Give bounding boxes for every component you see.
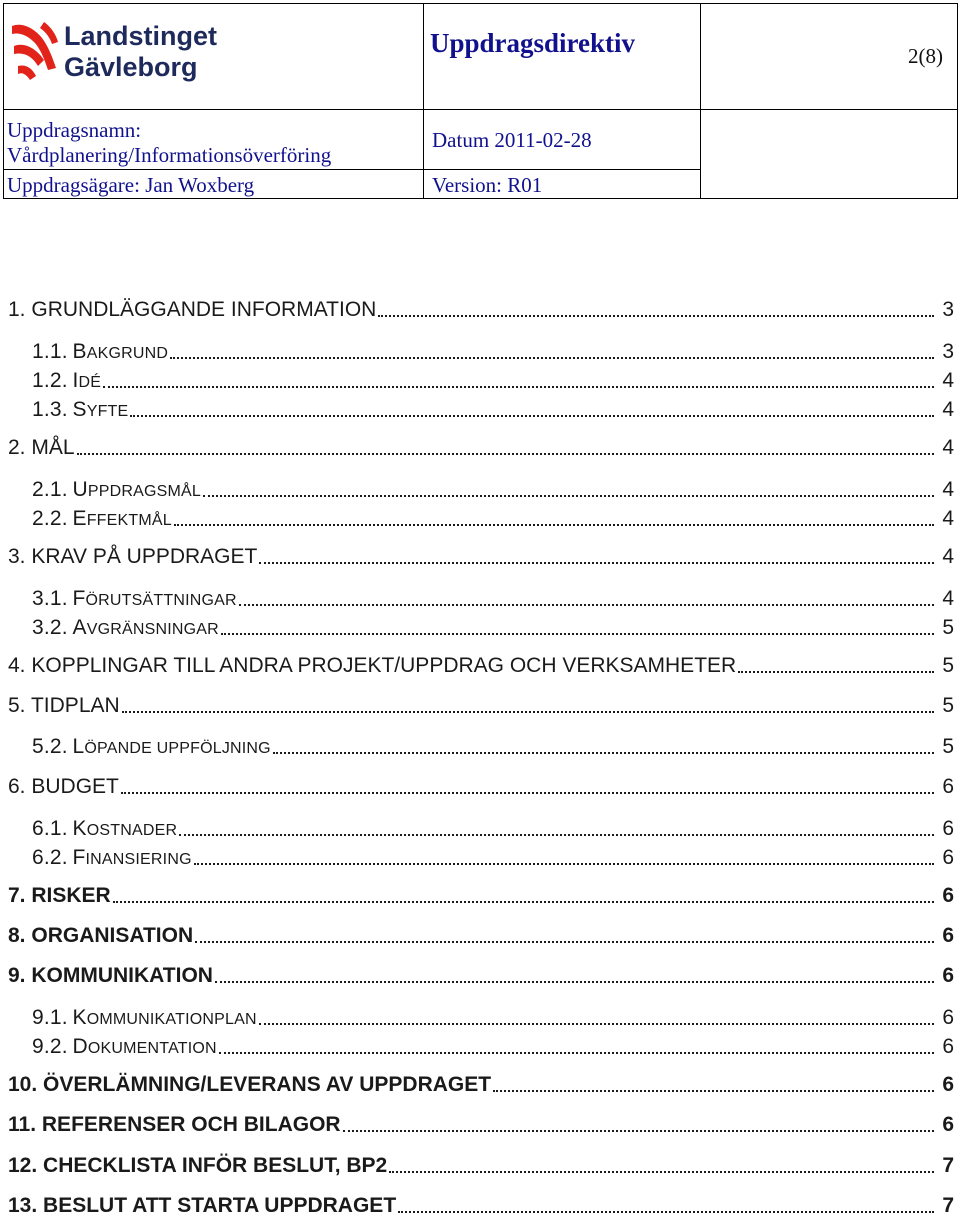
toc-dot-leader [215,955,934,983]
toc-entry-initial: S [72,398,87,421]
toc-entry-initial: D [72,1035,88,1058]
toc-entry-label: OMMUNIKATIONPLAN [86,1011,257,1028]
toc-entry-label: BESLUT ATT STARTA UPPDRAGET [43,1194,397,1217]
toc-entry[interactable] [0,652,960,680]
toc-entry-label: CHECKLISTA INFÖR BESLUT, BP2 [43,1154,388,1177]
toc-entry-page: 6 [942,775,954,798]
toc-entry-page: 5 [942,616,954,639]
toc-entry-number: 10. [8,1073,38,1096]
toc-entry-initial: F [72,846,86,869]
toc-entry-title [8,1111,341,1139]
toc-entry-initial: I [72,369,79,392]
toc-entry-initial: E [72,507,87,530]
toc-entry[interactable] [0,733,960,761]
toc-dot-leader [195,915,934,943]
toc-entry-title [8,1071,491,1099]
toc-entry-number: 5. [8,694,26,717]
toc-entry-number: 4. [8,654,26,677]
toc-entry-label: MÅL [31,436,75,459]
assignment-name-label: Uppdragsnamn: [7,118,142,142]
toc-entry-number: 1.1. [32,340,68,363]
toc-dot-leader [170,331,934,359]
toc-entry-page: 4 [942,478,954,501]
toc-entry[interactable] [0,505,960,533]
toc-dot-leader [343,1104,934,1132]
toc-entry-label: OSTNADER [86,822,178,839]
toc-entry-number: 1.2. [32,369,68,392]
toc-entry-number: 2. [8,436,26,459]
toc-entry-page: 3 [942,298,954,321]
toc-entry-number: 1.3. [32,398,68,421]
toc-entry-page: 7 [942,1154,954,1177]
toc-entry-page: 4 [942,545,954,568]
toc-entry[interactable] [0,543,960,571]
toc-entry-number: 6. [8,775,26,798]
toc-entry-initial: B [72,340,87,363]
toc-dot-leader [174,498,934,526]
toc-entry-label: REFERENSER OCH BILAGOR [41,1113,341,1136]
toc-entry[interactable] [0,1071,960,1099]
toc-entry-page: 4 [942,587,954,610]
toc-entry-number: 12. [8,1154,38,1177]
toc-dot-leader [273,726,934,754]
toc-entry-label: INANSIERING [85,851,192,868]
toc-entry-label: FFEKTMÅL [86,512,172,529]
toc-entry-page: 5 [942,735,954,758]
toc-entry-label: GRUNDLÄGGANDE INFORMATION [31,298,377,321]
toc-dot-leader [179,808,934,836]
toc-entry[interactable] [0,773,960,801]
toc-entry-title [8,1152,387,1180]
toc-entry[interactable] [0,1111,960,1139]
toc-entry-title [8,434,75,462]
toc-dot-leader [103,360,934,388]
toc-entry-number: 3.1. [32,587,68,610]
toc-entry-number: 6.2. [32,846,68,869]
toc-entry-title [8,692,120,720]
logo-text-line-2: Gävleborg [64,52,198,82]
toc-entry-page: 5 [942,654,954,677]
toc-entry-number: 8. [8,924,26,947]
toc-entry-label: DÉ [78,374,102,391]
toc-entry-initial: A [72,616,87,639]
toc-entry-title [8,296,376,324]
toc-entry-title [32,585,237,615]
toc-entry-number: 5.2. [32,735,68,758]
toc-entry-label: BUDGET [31,775,119,798]
toc-entry-title [32,396,128,426]
toc-entry[interactable] [0,1192,960,1220]
toc-entry-page: 7 [942,1194,954,1217]
toc-entry[interactable] [0,296,960,324]
toc-dot-leader [130,389,934,417]
toc-entry-number: 11. [8,1113,37,1136]
toc-dot-leader [398,1185,934,1213]
toc-entry-number: 7. [8,884,26,907]
toc-entry[interactable] [0,692,960,720]
toc-entry-title [32,844,192,874]
toc-entry-page: 4 [942,369,954,392]
toc-dot-leader [221,607,934,635]
toc-entry[interactable] [0,1152,960,1180]
toc-entry-page: 6 [942,1113,954,1136]
toc-entry-label: ÖRUTSÄTTNINGAR [85,592,237,609]
toc-entry-title [32,815,177,845]
toc-dot-leader [378,289,934,317]
toc-entry-label: ÖVERLÄMNING/LEVERANS AV UPPDRAGET [43,1073,492,1096]
toc-entry-initial: U [72,478,88,501]
toc-entry-title [8,922,193,950]
toc-entry-page: 6 [942,1035,954,1058]
page-number: 2(8) [908,44,943,68]
toc-dot-leader [389,1145,934,1173]
toc-dot-leader [77,427,934,455]
toc-dot-leader [738,645,934,673]
toc-entry-label: TIDPLAN [30,694,120,717]
document-version: Version: R01 [432,173,543,197]
toc-entry-number: 2.1. [32,478,68,501]
toc-entry[interactable] [0,844,960,872]
toc-entry-title [8,1192,396,1220]
toc-entry-title [32,367,101,397]
assignment-name-value: Vårdplanering/Informationsöverföring [7,143,332,167]
toc-entry-label: KOPPLINGAR TILL ANDRA PROJEKT/UPPDRAG OCH VERKSAMHETER [31,654,737,677]
toc-entry-label: KOMMUNIKATION [31,964,213,987]
logo-text-line-1: Landstinget [64,21,217,51]
toc-dot-leader [259,997,934,1025]
toc-entry[interactable] [0,614,960,642]
toc-entry-label: YFTE [86,403,129,420]
document-date: Datum 2011-02-28 [432,128,592,152]
toc-entry[interactable] [0,434,960,462]
toc-entry-label: ORGANISATION [31,924,194,947]
toc-entry-title [8,543,257,571]
toc-entry-page: 6 [942,924,954,947]
toc-entry-initial: K [72,1006,87,1029]
toc-entry[interactable] [0,1033,960,1061]
toc-entry-title [32,1033,217,1063]
toc-entry-page: 6 [942,884,954,907]
toc-entry-label: PPDRAGSMÅL [87,483,201,500]
toc-entry-title [8,882,111,910]
toc-entry-label: KRAV PÅ UPPDRAGET [31,545,258,568]
toc-entry-title [32,614,219,644]
toc-entry-label: VGRÄNSNINGAR [86,621,219,638]
toc-dot-leader [219,1026,934,1054]
toc-entry-label: RISKER [31,884,111,907]
toc-entry-number: 3.2. [32,616,68,639]
toc-entry-label: OKUMENTATION [87,1040,217,1057]
toc-entry-title [32,733,271,763]
toc-entry-title [8,773,119,801]
toc-entry-number: 9. [8,964,26,987]
toc-entry-title [8,652,736,680]
toc-entry-page: 6 [942,964,954,987]
toc-dot-leader [493,1064,934,1092]
toc-entry[interactable] [0,922,960,950]
toc-dot-leader [259,536,934,564]
toc-entry[interactable] [0,396,960,424]
toc-entry-number: 13. [8,1194,38,1217]
toc-entry-page: 6 [942,817,954,840]
assignment-owner: Uppdragsägare: Jan Woxberg [7,173,255,197]
toc-entry-page: 4 [942,436,954,459]
toc-dot-leader [121,766,934,794]
toc-dot-leader [239,578,934,606]
toc-entry-page: 3 [942,340,954,363]
toc-entry-title [32,505,172,535]
toc-entry-number: 9.1. [32,1006,68,1029]
toc-entry-initial: F [72,587,86,610]
toc-entry-initial: L [72,735,85,758]
toc-entry-number: 9.2. [32,1035,68,1058]
document-title: Uppdragsdirektiv [430,28,636,58]
toc-entry-page: 5 [942,694,954,717]
toc-entry-label: AKGRUND [86,345,169,362]
toc-entry-page: 4 [942,507,954,530]
toc-dot-leader [113,875,934,903]
toc-entry-number: 6.1. [32,817,68,840]
toc-entry-page: 4 [942,398,954,421]
toc-entry-page: 6 [942,1073,954,1096]
toc-entry-page: 6 [942,846,954,869]
toc-entry-initial: K [72,817,87,840]
toc-dot-leader [194,837,934,865]
toc-entry[interactable] [0,882,960,910]
toc-entry-number: 3. [8,545,26,568]
toc-entry-title [8,962,213,990]
toc-entry-number: 1. [8,298,26,321]
toc-dot-leader [122,685,934,713]
toc-entry-page: 6 [942,1006,954,1029]
toc-entry-label: ÖPANDE UPPFÖLJNING [84,740,271,757]
toc-dot-leader [203,469,934,497]
toc-entry-number: 2.2. [32,507,68,530]
toc-entry[interactable] [0,962,960,990]
